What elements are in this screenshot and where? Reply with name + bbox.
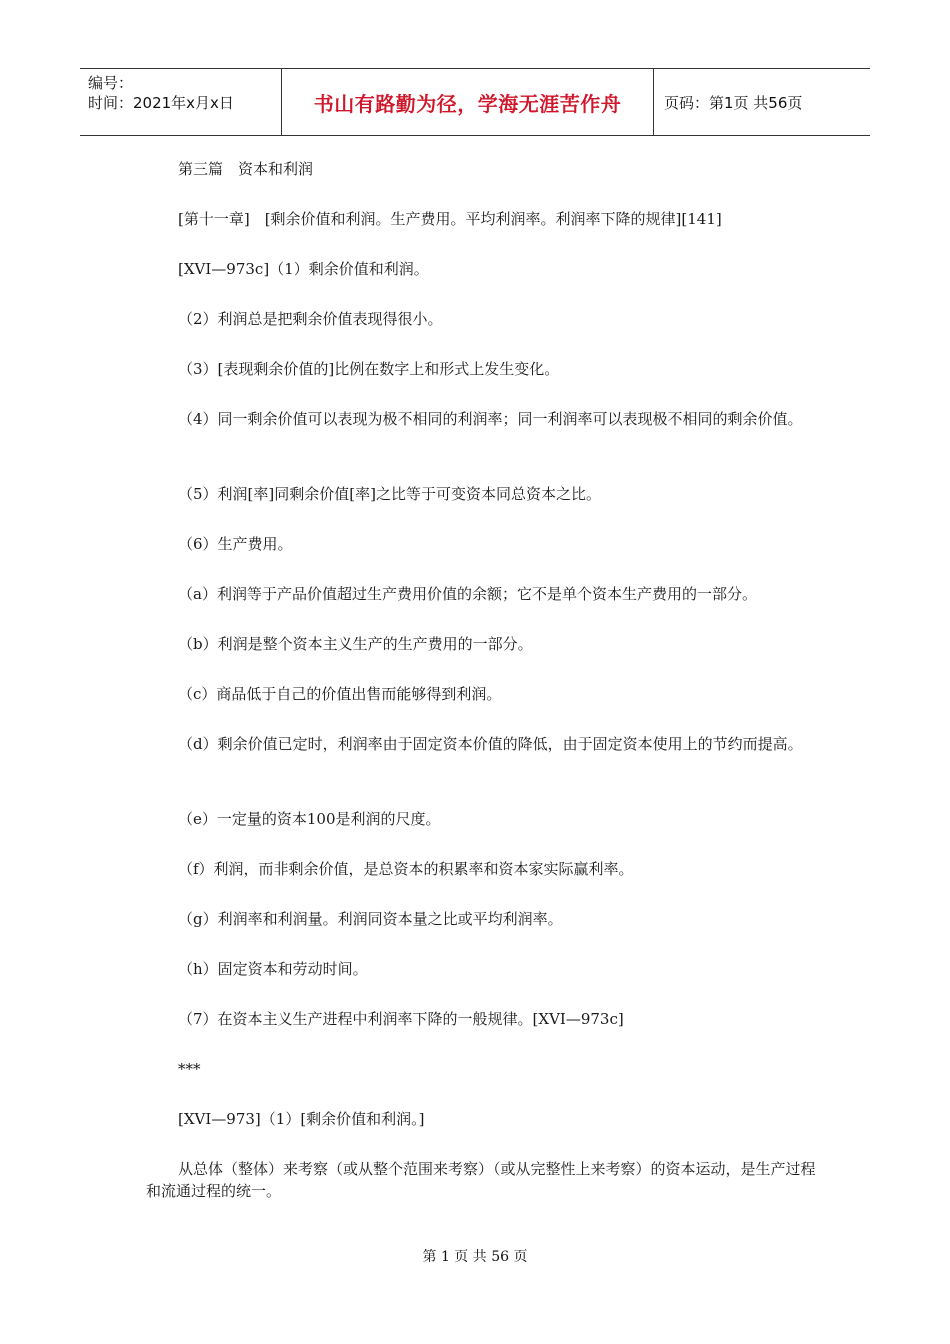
paragraph: （4）同一剩余价值可以表现为极不相同的利润率；同一利润率可以表现极不相同的剩余价值。 xyxy=(178,410,803,428)
section-title: 第三篇 资本和利润 xyxy=(178,160,314,178)
paragraph: 从总体（整体）来考察（或从整个范围来考察）（或从完整性上来考察）的资本运动，是生产过程和流通过程的统一。 xyxy=(146,1160,816,1200)
paragraph: [XVI—973c]（1）剩余价值和利润。 xyxy=(178,260,429,278)
paragraph: （f）利润，而非剩余价值，是总资本的积累率和资本家实际赢利率。 xyxy=(178,860,634,878)
paragraph: （7）在资本主义生产进程中利润率下降的一般规律。[XVI—973c] xyxy=(178,1010,624,1028)
document-number-label: 编号： xyxy=(88,74,134,92)
paragraph: （c）商品低于自己的价值出售而能够得到利润。 xyxy=(178,685,502,703)
paragraph: （g）利润率和利润量。利润同资本量之比或平均利润率。 xyxy=(178,910,563,928)
paragraph: （h）固定资本和劳动时间。 xyxy=(178,960,368,978)
paragraph: （5）利润[率]同剩余价值[率]之比等于可变资本同总资本之比。 xyxy=(178,485,601,503)
paragraph: （e）一定量的资本100是利润的尺度。 xyxy=(178,810,441,828)
paragraph: （d）剩余价值已定时，利润率由于固定资本价值的降低，由于固定资本使用上的节约而提高。 xyxy=(178,735,803,753)
section-separator: *** xyxy=(178,1060,201,1078)
paragraph: （a）利润等于产品价值超过生产费用价值的余额；它不是单个资本生产费用的一部分。 xyxy=(178,585,757,603)
page-footer: 第 1 页 共 56 页 xyxy=(422,1249,528,1265)
paragraph: （3）[表现剩余价值的]比例在数字上和形式上发生变化。 xyxy=(178,360,560,378)
header-motto: 书山有路勤为径，学海无涯苦作舟 xyxy=(282,69,654,135)
chapter-heading: [第十一章] [剩余价值和利润。生产费用。平均利润率。利润率下降的规律][141] xyxy=(178,210,722,228)
paragraph: （2）利润总是把剩余价值表现得很小。 xyxy=(178,310,443,328)
header-meta xyxy=(80,69,282,135)
page-header xyxy=(80,68,870,136)
paragraph: [XVI—973]（1）[剩余价值和利润。] xyxy=(178,1110,425,1128)
document-date-label: 时间：2021年x月x日 xyxy=(88,94,234,112)
header-page-info: 页码：第1页 共56页 xyxy=(664,93,803,112)
paragraph: （6）生产费用。 xyxy=(178,535,293,553)
paragraph: （b）利润是整个资本主义生产的生产费用的一部分。 xyxy=(178,635,533,653)
